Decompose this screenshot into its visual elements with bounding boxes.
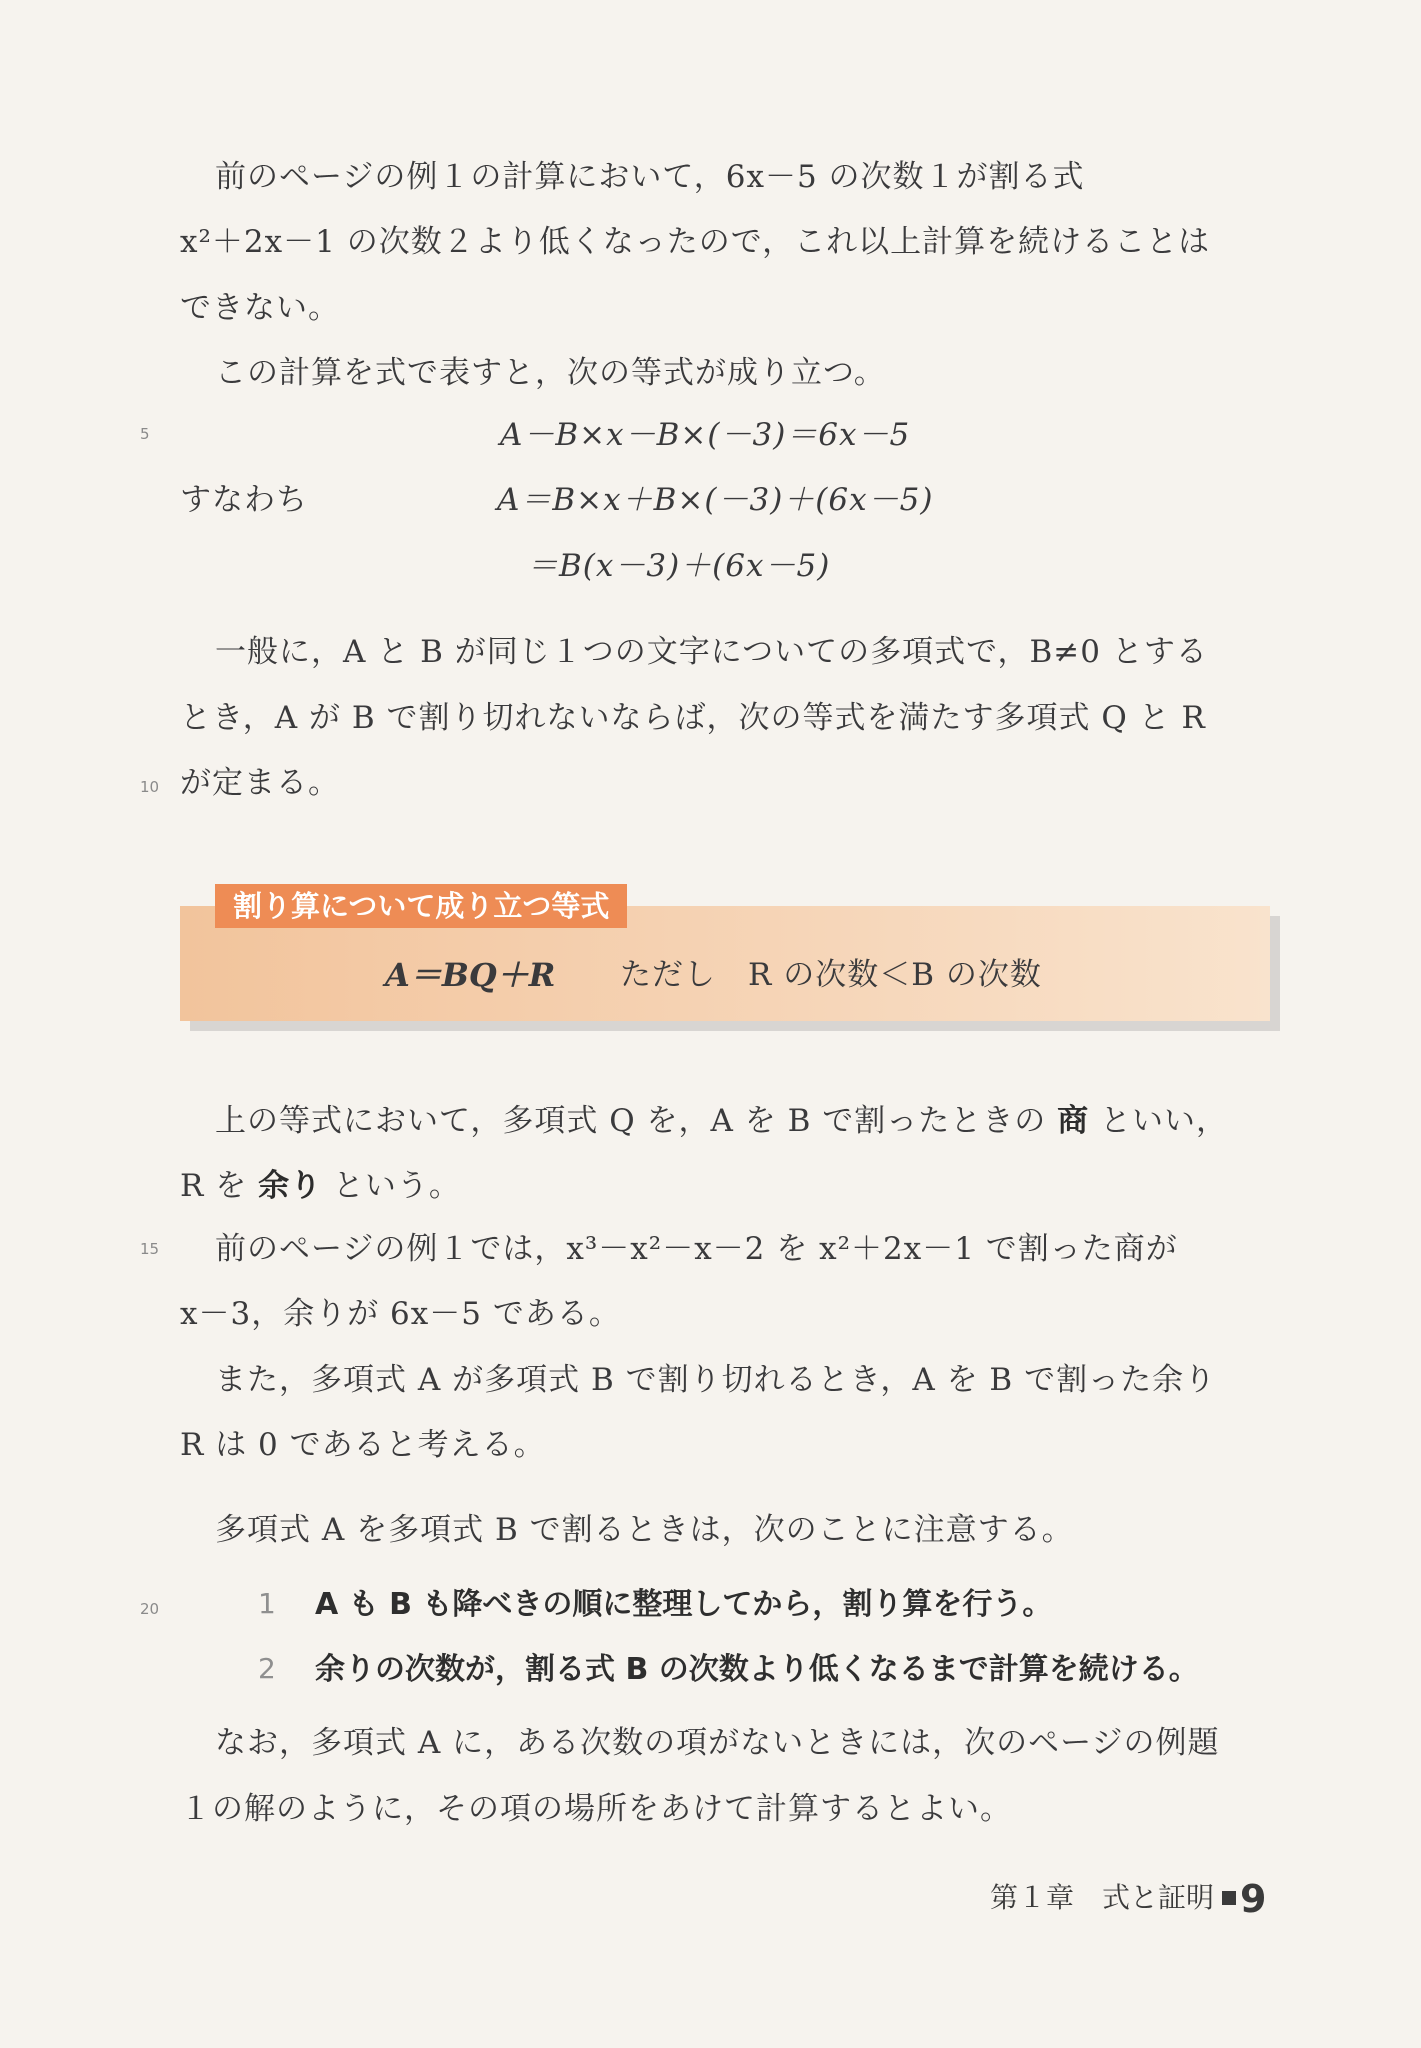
list-number: 2: [258, 1652, 276, 1685]
list-number: 1: [258, 1587, 276, 1620]
paragraph-line: なお，多項式 A に，ある次数の項がないときには，次のページの例題: [215, 1725, 1220, 1761]
keyword-quotient: 商: [1057, 1103, 1090, 1139]
paragraph-line: 一般に，A と B が同じ１つの文字についての多項式で，B≠0 とする: [215, 634, 1208, 670]
page-footer: [990, 1876, 1266, 1921]
paragraph-text: という。: [332, 1168, 461, 1204]
paragraph-line: [180, 1166, 461, 1206]
paragraph-line: 前のページの例１の計算において，6x－5 の次数１が割る式: [215, 159, 1085, 195]
paragraph-line: 前のページの例１では，x³－x²－x－2 を x²＋2x－1 で割った商が: [215, 1231, 1178, 1267]
list-item: 余りの次数が，割る式 B の次数より低くなるまで計算を続ける。: [315, 1652, 1199, 1687]
page-number: 9: [1240, 1877, 1267, 1921]
line-number-20: 20: [140, 1600, 160, 1618]
paragraph-line: とき，A が B で割り切れないならば，次の等式を満たす多項式 Q と R: [180, 700, 1206, 736]
paragraph-line: x²＋2x－1 の次数２より低くなったので，これ以上計算を続けることは: [180, 224, 1211, 260]
equation-2: A＝B×x＋B×(－3)＋(6x－5): [497, 482, 934, 518]
line-number-5: 5: [140, 425, 150, 443]
square-bullet-icon: [1222, 1891, 1236, 1905]
theorem-condition: ただし R の次数＜B の次数: [620, 957, 1042, 993]
equation-1: A－B×x－B×(－3)＝6x－5: [500, 417, 911, 453]
paragraph-line: [215, 1101, 1228, 1141]
chapter-title: 第１章 式と証明: [990, 1881, 1215, 1914]
paragraph-text: 上の等式において，多項式 Q を，A を B で割ったときの: [215, 1103, 1047, 1139]
paragraph-line: できない。: [180, 290, 340, 326]
list-item: A も B も降べきの順に整理してから，割り算を行う。: [315, 1587, 1053, 1622]
equation-lead-text: すなわち: [180, 482, 308, 518]
paragraph-line: この計算を式で表すと，次の等式が成り立つ。: [215, 355, 886, 391]
keyword-remainder: 余り: [258, 1168, 323, 1204]
paragraph-line: R は 0 であると考える。: [180, 1427, 546, 1463]
paragraph-line: 多項式 A を多項式 B で割るときは，次のことに注意する。: [215, 1512, 1074, 1548]
equation-3: ＝B(x－3)＋(6x－5): [527, 548, 831, 584]
line-number-10: 10: [140, 778, 160, 796]
paragraph-text: といい，: [1099, 1103, 1228, 1139]
theorem-formula: [385, 955, 555, 995]
division-identity: A＝BQ＋R: [385, 956, 556, 994]
paragraph-text: R を: [180, 1168, 248, 1204]
paragraph-line: また，多項式 A が多項式 B で割り切れるとき，A を B で割った余り: [215, 1362, 1217, 1398]
paragraph-line: １の解のように，その項の場所をあけて計算するとよい。: [180, 1791, 1012, 1827]
theorem-box-title: 割り算について成り立つ等式: [215, 884, 627, 928]
paragraph-line: x－3，余りが 6x－5 である。: [180, 1296, 621, 1332]
paragraph-line: が定まる。: [180, 765, 340, 801]
line-number-15: 15: [140, 1240, 160, 1258]
